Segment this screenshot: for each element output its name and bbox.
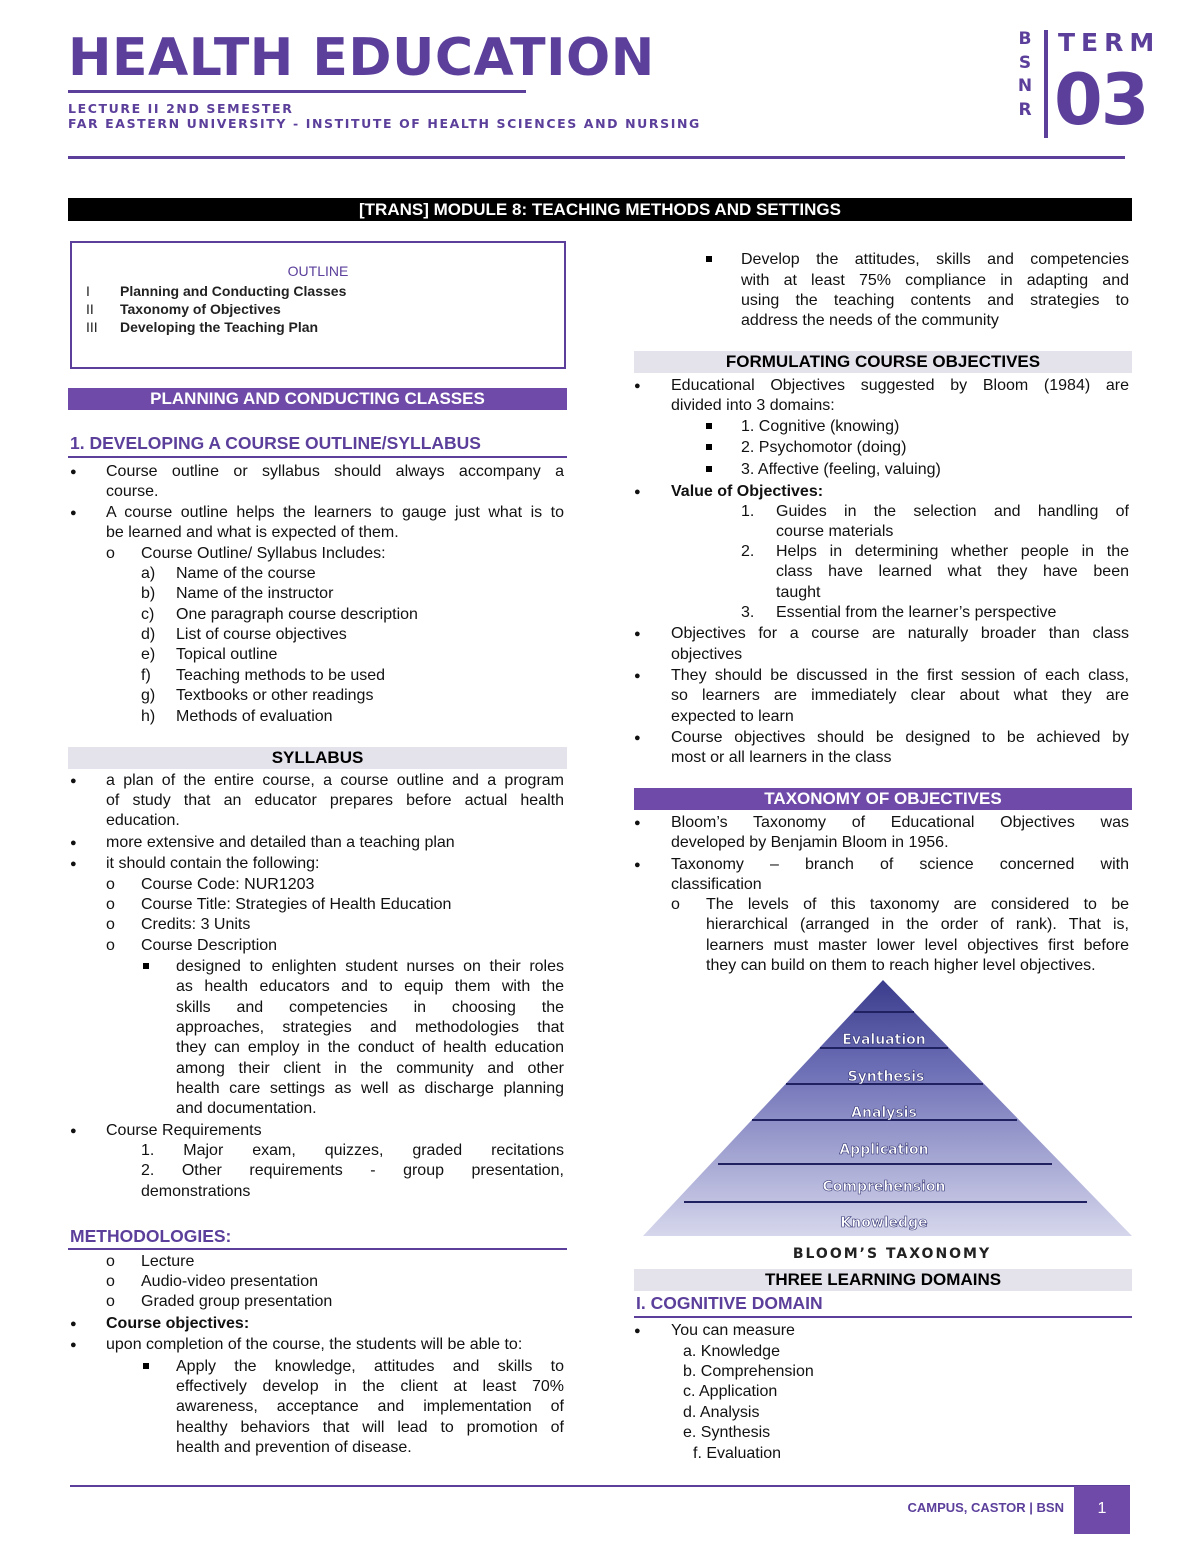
paragraph-line: using the teaching contents and strategies to (741, 292, 1129, 309)
circle-bullet: o (671, 896, 680, 913)
circle-bullet: o (106, 1253, 115, 1270)
bullet-dot: ● (70, 858, 77, 870)
paragraph-line: health care settings as well as discharge planning (176, 1080, 564, 1097)
paragraph-line: awareness, acceptance and implementation of (176, 1398, 564, 1415)
domain-item: 3. Affective (feeling, valuing) (741, 461, 941, 478)
pyramid-level-label: Application (839, 1142, 929, 1158)
square-bullet (706, 256, 712, 262)
term-label: TERM (1058, 28, 1161, 57)
paragraph-line: Course objectives should be designed to be achieved by (671, 729, 1129, 746)
pyramid-level-label: Synthesis (847, 1069, 925, 1085)
paragraph-line: Guides in the selection and handling of (776, 503, 1129, 520)
list-marker: b) (141, 585, 156, 602)
list-marker: d) (141, 626, 156, 643)
pyramid-level-label: Knowledge (840, 1215, 928, 1231)
paragraph-line: upon completion of the course, the students will be able to: (106, 1336, 523, 1353)
paragraph-line: They should be discussed in the first session of each class, (671, 667, 1129, 684)
list-marker: h) (141, 708, 156, 725)
bullet-dot: ● (70, 507, 77, 519)
paragraph-line: with at least 75% compliance in adapting and (741, 272, 1129, 289)
paragraph-line: approaches, strategies and methodologies that (176, 1019, 564, 1036)
paragraph-line: they can build on them to reach higher level objectives. (706, 957, 1096, 974)
section-band-planning: PLANNING AND CONDUCTING CLASSES (68, 388, 567, 410)
paragraph-line: Taxonomy – branch of science concerned with (671, 856, 1129, 873)
paragraph-line: expected to learn (671, 708, 794, 725)
circle-bullet: o (106, 916, 115, 933)
paragraph-line: address the needs of the community (741, 312, 999, 329)
measure-item: b. Comprehension (683, 1363, 814, 1380)
paragraph-line: effectively develop in the client at least 70% (176, 1378, 564, 1395)
subheading-rule (634, 1316, 1132, 1318)
list-marker: a) (141, 565, 156, 582)
measure-item: f. Evaluation (693, 1445, 782, 1462)
circle-bullet: o (106, 937, 115, 954)
paragraph-line: Helps in determining whether people in the (776, 543, 1129, 560)
bullet-dot: ● (634, 732, 641, 744)
bullet-dot: ● (634, 486, 641, 498)
course-credits: Credits: 3 Units (141, 916, 251, 933)
outline-item: I Planning and Conducting Classes (86, 283, 347, 299)
subheading-rule (68, 1248, 567, 1250)
course-title: Course Title: Strategies of Health Education (141, 896, 452, 913)
bullet-dot: ● (70, 466, 77, 478)
paragraph-line: objectives (671, 646, 743, 663)
measure-item: c. Application (683, 1383, 778, 1400)
paragraph-line: healthy behaviors that will lead to promotion of (176, 1419, 564, 1436)
list-marker: 3. (741, 604, 755, 621)
paragraph-line: more extensive and detailed than a teaching plan (106, 834, 455, 851)
list-marker: f) (141, 667, 151, 684)
list-marker: 1. (741, 503, 755, 520)
method-item: Lecture (141, 1253, 195, 1270)
value-of-objectives-label: Value of Objectives: (671, 483, 824, 500)
pyramid-level-label: Comprehension (822, 1179, 946, 1195)
bullet-dot: ● (634, 380, 641, 392)
paragraph-line: taught (776, 584, 821, 601)
paragraph-line: as health educators and to equip them with the (176, 978, 564, 995)
course-objectives-label: Course objectives: (106, 1315, 250, 1332)
paragraph-line: Course Requirements (106, 1122, 262, 1139)
list-item: Textbooks or other readings (176, 687, 374, 704)
module-title-bar: [TRANS] MODULE 8: TEACHING METHODS AND SETTINGS (68, 198, 1132, 221)
square-bullet (143, 963, 149, 969)
paragraph-line: Bloom’s Taxonomy of Educational Objectives was (671, 814, 1129, 831)
list-item: Topical outline (176, 646, 278, 663)
list-marker: c) (141, 606, 155, 623)
bullet-dot: ● (70, 775, 77, 787)
university-subtitle: FAR EASTERN UNIVERSITY - INSTITUTE OF HEALTH SCIENCES AND NURSING (68, 116, 701, 131)
circle-bullet: o (106, 1273, 115, 1290)
paragraph-line: so learners are immediately clear about what they are (671, 687, 1129, 704)
paragraph-line: health and prevention of disease. (176, 1439, 412, 1456)
bullet-dot: ● (634, 859, 641, 871)
circle-bullet: o (106, 876, 115, 893)
paragraph-line: You can measure (671, 1322, 795, 1339)
method-item: Graded group presentation (141, 1293, 333, 1310)
pyramid-level-label: Evaluation (842, 1032, 926, 1048)
paragraph-line: course materials (776, 523, 894, 540)
bullet-dot: ● (70, 1125, 77, 1137)
subheading-methodologies: METHODOLOGIES: (70, 1226, 232, 1246)
paragraph-line: class have learned what they have been (776, 563, 1129, 580)
outline-title: OUTLINE (287, 263, 349, 279)
bullet-dot: ● (70, 837, 77, 849)
section-band-learning-domains: THREE LEARNING DOMAINS (634, 1269, 1132, 1291)
paragraph-line: most or all learners in the class (671, 749, 892, 766)
list-item: Name of the course (176, 565, 316, 582)
bullet-dot: ● (634, 628, 641, 640)
paragraph-line: education. (106, 812, 180, 829)
paragraph-line: it should contain the following: (106, 855, 320, 872)
paragraph-line: hierarchical (arranged in the order of rank). That is, (706, 916, 1129, 933)
section-band-formulating: FORMULATING COURSE OBJECTIVES (634, 351, 1132, 373)
paragraph-line: a plan of the entire course, a course outline and a program (106, 772, 564, 789)
measure-item: a. Knowledge (683, 1343, 780, 1360)
paragraph-line: 1. Major exam, quizzes, graded recitations (141, 1142, 564, 1159)
paragraph-line: Essential from the learner’s perspective (776, 604, 1057, 621)
list-item: Name of the instructor (176, 585, 334, 602)
document-title: HEALTH EDUCATION (68, 28, 655, 88)
paragraph-line: classification (671, 876, 762, 893)
paragraph-line: A course outline helps the learners to gauge just what is to (106, 504, 564, 521)
list-marker: e) (141, 646, 156, 663)
paragraph-line: The levels of this taxonomy are considered to be (706, 896, 1129, 913)
domain-item: 2. Psychomotor (doing) (741, 439, 907, 456)
footer-rule (70, 1485, 1130, 1487)
square-bullet (706, 444, 712, 450)
paragraph-line: divided into 3 domains: (671, 397, 835, 414)
course-description-label: Course Description (141, 937, 278, 954)
pyramid-caption: BLOOM’S TAXONOMY (792, 1246, 992, 1262)
paragraph-line: Educational Objectives suggested by Bloom (1984) are (671, 377, 1129, 394)
footer-campus-label: CAMPUS, CASTOR | BSN (907, 1500, 1064, 1515)
paragraph-line: among their client in the community and other (176, 1060, 564, 1077)
circle-bullet: o (106, 1293, 115, 1310)
bullet-dot: ● (70, 1339, 77, 1351)
paragraph-line: Apply the knowledge, attitudes and skills to (176, 1358, 564, 1375)
course-code: Course Code: NUR1203 (141, 876, 315, 893)
measure-item: e. Synthesis (683, 1424, 771, 1441)
paragraph-line: course. (106, 483, 159, 500)
bullet-dot: ● (634, 817, 641, 829)
section-band-syllabus: SYLLABUS (68, 747, 567, 769)
paragraph-line: developed by Benjamin Bloom in 1956. (671, 834, 949, 851)
circle-bullet: o (106, 545, 115, 562)
list-item: Teaching methods to be used (176, 667, 386, 684)
subheading-cognitive-domain: I. COGNITIVE DOMAIN (636, 1293, 823, 1313)
paragraph-line: designed to enlighten student nurses on their roles (176, 958, 564, 975)
section-band-taxonomy: TAXONOMY OF OBJECTIVES (634, 788, 1132, 810)
page-number: 1 (1074, 1486, 1130, 1534)
lecture-subtitle: LECTURE II 2ND SEMESTER (68, 101, 294, 116)
paragraph-line: learners must master lower level objectives first before (706, 937, 1129, 954)
paragraph-line: be learned and what is expected of them. (106, 524, 399, 541)
list-marker: g) (141, 687, 156, 704)
subheading-course-outline: 1. DEVELOPING A COURSE OUTLINE/SYLLABUS (70, 433, 481, 453)
term-number: 03 (1054, 59, 1148, 141)
paragraph-line: skills and competencies in choosing the (176, 999, 564, 1016)
bullet-dot: ● (634, 670, 641, 682)
blooms-taxonomy-pyramid (642, 978, 1138, 1266)
bsnr-vertical-label: B S N R (1017, 29, 1033, 120)
outline-item: III Developing the Teaching Plan (86, 319, 319, 335)
list-item: List of course objectives (176, 626, 347, 643)
paragraph-line: and documentation. (176, 1100, 317, 1117)
paragraph-line: Develop the attitudes, skills and competencies (741, 251, 1129, 268)
paragraph-line: Course outline or syllabus should always accompany a (106, 463, 564, 480)
paragraph-line: 2. Other requirements - group presentation, (141, 1162, 564, 1179)
paragraph-line: Objectives for a course are naturally broader than class (671, 625, 1129, 642)
paragraph-line: of study that an educator prepares before actual health (106, 792, 564, 809)
paragraph-line: demonstrations (141, 1183, 251, 1200)
pyramid-level-label: Analysis (851, 1105, 917, 1121)
list-item: Methods of evaluation (176, 708, 333, 725)
right-column (600, 0, 1200, 1553)
bullet-dot: ● (70, 1318, 77, 1330)
square-bullet (706, 466, 712, 472)
outline-item: II Taxonomy of Objectives (86, 301, 281, 317)
bullet-dot: ● (634, 1325, 641, 1337)
list-heading: Course Outline/ Syllabus Includes: (141, 545, 386, 562)
method-item: Audio-video presentation (141, 1273, 319, 1290)
domain-item: 1. Cognitive (knowing) (741, 418, 900, 435)
square-bullet (706, 423, 712, 429)
measure-item: d. Analysis (683, 1404, 760, 1421)
paragraph-line: they can employ in the conduct of health education (176, 1039, 564, 1056)
list-item: One paragraph course description (176, 606, 418, 623)
subheading-rule (68, 456, 567, 458)
circle-bullet: o (106, 896, 115, 913)
square-bullet (143, 1363, 149, 1369)
list-marker: 2. (741, 543, 755, 560)
